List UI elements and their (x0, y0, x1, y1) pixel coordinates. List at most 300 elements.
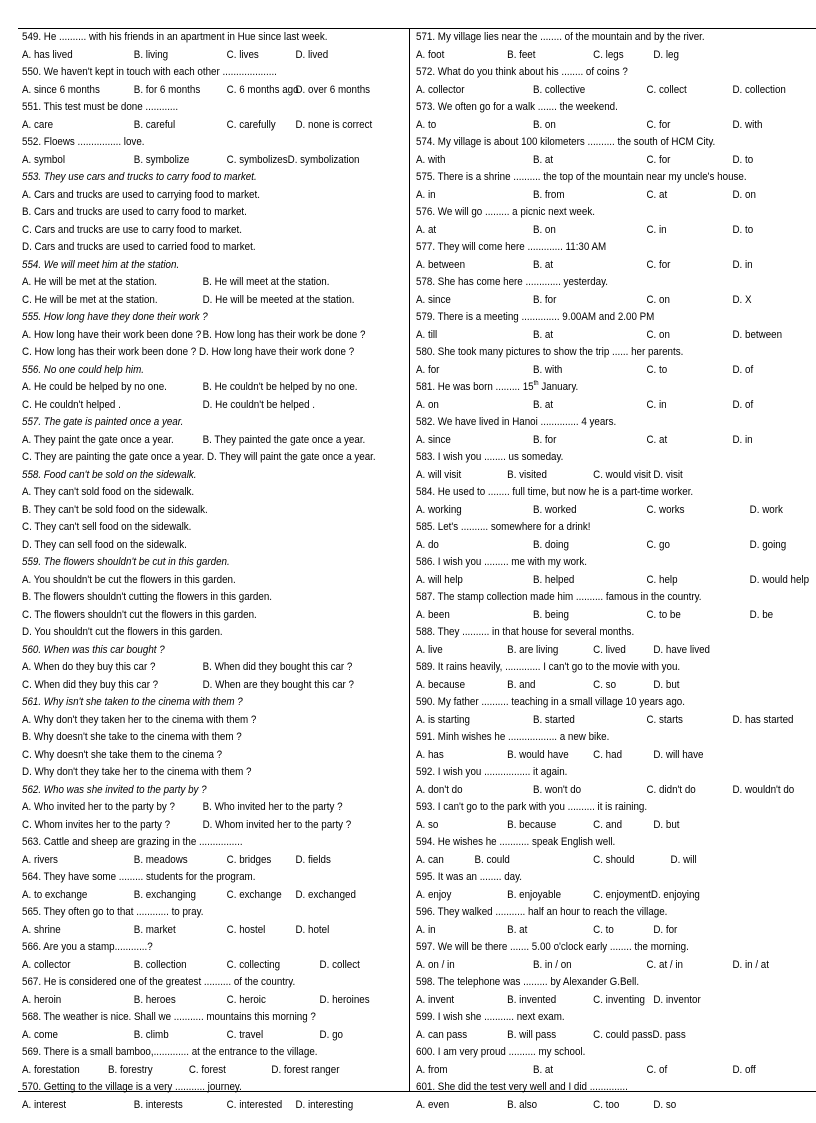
answer-option: C. help (646, 573, 678, 586)
answer-options (416, 1027, 755, 1045)
answer-option: C. forest (188, 1063, 226, 1076)
answer-option: B. interests (133, 1098, 183, 1111)
question-text: 584. He used to ........ full time, but now he is a part-time worker. (416, 486, 694, 498)
question-line (416, 904, 755, 922)
question-text: 569. There is a small bamboo,............. at the entrance to the village. (22, 1046, 318, 1058)
answer-option: A. till (416, 328, 438, 341)
answer-option: D. collection (732, 83, 786, 96)
question-line (416, 554, 755, 572)
question-line (416, 659, 755, 677)
question-line (416, 834, 755, 852)
question-line (22, 169, 354, 187)
question-text: 601. She did the test very well and I did .............. (416, 1081, 628, 1093)
question-text: B. The flowers shouldn't cutting the flowers in this garden. (22, 591, 272, 603)
question-line (22, 642, 354, 660)
answer-option: A. is starting (416, 713, 470, 726)
answer-option: B. started (532, 713, 575, 726)
answer-option: B. He couldn't be helped by no one. (202, 381, 358, 393)
answer-option: B. for 6 months (133, 83, 201, 96)
answer-options (416, 257, 755, 275)
question-line (22, 694, 354, 712)
question-line (22, 467, 354, 485)
answer-options (22, 887, 354, 905)
question-text: C. They are painting the gate once a year. D. They will paint the gate once a year. (22, 451, 376, 463)
answer-option: A. do (416, 538, 439, 551)
answer-option: C. starts (646, 713, 683, 726)
answer-option: A. for (416, 363, 440, 376)
answer-option: A. with (416, 153, 446, 166)
answer-options (416, 327, 783, 345)
answer-option: B. at (532, 258, 554, 271)
question-line (22, 537, 354, 555)
answer-options (416, 607, 774, 625)
answer-options (416, 817, 755, 835)
question-text: 599. I wish she ........... next exam. (416, 1011, 565, 1023)
answer-option: A. working (416, 503, 462, 516)
answer-option: D. visit (653, 468, 683, 481)
answer-option: D. between (732, 328, 783, 341)
question-text: B. They can't be sold food on the sidewalk. (22, 503, 208, 516)
answer-option: A. When do they buy this car ? (22, 661, 156, 673)
question-line (22, 764, 354, 782)
answer-option: D. X (732, 293, 752, 306)
answer-options (416, 712, 794, 730)
answer-options (416, 782, 795, 800)
question-line (22, 414, 354, 432)
question-line (416, 799, 755, 817)
answer-option: A. invent (416, 993, 455, 1006)
answer-option: D. leg (653, 48, 679, 61)
answer-options (416, 852, 755, 870)
answer-option: D. but (653, 818, 680, 831)
answer-option: A. collector (416, 83, 465, 96)
question-line (22, 362, 354, 380)
answer-option: C. legs (593, 48, 624, 61)
answer-options (22, 1097, 354, 1115)
answer-options (22, 799, 354, 817)
question-text: 583. I wish you ........ us someday. (416, 451, 564, 463)
question-line (22, 589, 354, 607)
answer-option: B. When did they bought this car ? (202, 661, 353, 673)
worksheet-page (18, 28, 816, 1111)
answer-option: D. fields (295, 853, 331, 866)
answer-option: A. They paint the gate once a year. (22, 433, 174, 446)
question-text: 587. The stamp collection made him .......... famous in the country. (416, 591, 702, 603)
answer-option: B. Who invited her to the party ? (202, 801, 343, 813)
answer-option: A. in (416, 923, 436, 936)
answer-option: B. symbolize (133, 153, 190, 166)
question-line (22, 239, 354, 257)
answer-option: D. He will be meeted at the station. (202, 293, 355, 306)
answer-option: D. in (732, 433, 753, 446)
question-text: 563. Cattle and sheep are grazing in the ................ (22, 836, 243, 848)
question-text: 594. He wishes he ........... speak English well. (416, 836, 616, 848)
question-text: 558. Food can't be sold on the sidewalk. (22, 468, 197, 481)
question-text: C. They can't sell food on the sidewalk. (22, 521, 192, 533)
answer-option: A. between (416, 258, 466, 271)
answer-option: A. has lived (22, 48, 73, 61)
answer-option: B. would have (507, 748, 569, 761)
answer-options (416, 467, 755, 485)
question-line (22, 834, 354, 852)
answer-option: B. meadows (133, 853, 188, 866)
answer-option: B. helped (532, 573, 575, 586)
answer-option: D. with (732, 118, 763, 131)
answer-option: A. to (416, 118, 437, 131)
answer-option: B. at (507, 923, 528, 936)
question-line (416, 939, 755, 957)
question-line (22, 624, 354, 642)
answer-options (22, 82, 371, 100)
answer-option: C. lives (226, 48, 259, 61)
answer-options (22, 852, 354, 870)
answer-option: D. will have (653, 748, 704, 761)
answer-option: C. for (646, 153, 671, 166)
question-text: 556. No one could help him. (22, 363, 144, 376)
question-line (22, 974, 354, 992)
answer-option: A. foot (416, 48, 445, 61)
question-text: 574. My village is about 100 kilometers .......... the south of HCM City. (416, 136, 716, 148)
answer-option: A. since (416, 293, 451, 306)
answer-option: D. heroines (319, 993, 370, 1006)
question-line (416, 449, 755, 467)
question-line (416, 869, 755, 887)
question-text: 582. We have lived in Hanoi .............. 4 years. (416, 416, 617, 428)
question-text: 552. Floews ................ love. (22, 136, 145, 148)
answer-option: A. since 6 months (22, 83, 100, 96)
answer-option: C. bridges (226, 853, 272, 866)
question-text: C. Cars and trucks are use to carry food to market. (22, 223, 242, 236)
answer-option: A. in (416, 188, 436, 201)
answer-option: B. won't do (532, 783, 582, 796)
answer-option: B. living (133, 48, 169, 61)
answer-option: A. so (416, 818, 439, 831)
question-text: 586. I wish you ......... me with my work. (416, 556, 587, 568)
question-text: 597. We will be there ....... 5.00 o'clock early ........ the morning. (416, 941, 689, 953)
answer-option: A. because (416, 678, 466, 691)
answer-options (416, 747, 755, 765)
answer-option: A. to exchange (22, 888, 88, 901)
question-line (416, 64, 755, 82)
answer-option: B. He will meet at the station. (202, 276, 330, 288)
question-line (416, 344, 755, 362)
question-line (22, 484, 354, 502)
answer-option: D. have lived (653, 643, 710, 656)
question-text: 562. Who was she invited to the party by ? (22, 783, 207, 796)
answer-option: B. will pass (507, 1028, 557, 1041)
answer-option: B. worked (532, 503, 577, 516)
question-line (416, 379, 755, 397)
question-text: 566. Are you a stamp............? (22, 941, 153, 953)
question-line (416, 484, 755, 502)
question-text: 591. Minh wishes he .................. a new bike. (416, 731, 610, 743)
question-text: A. You shouldn't be cut the flowers in this garden. (22, 573, 236, 586)
answer-option: A. collector (22, 958, 71, 971)
answer-option: D. but (653, 678, 680, 691)
question-text: 570. Getting to the village is a very ........... journey. (22, 1081, 242, 1093)
answer-options (22, 817, 354, 835)
answer-options (416, 187, 755, 205)
answer-option: C. had (593, 748, 623, 761)
answer-options (22, 922, 354, 940)
question-text: 600. I am very proud .......... my school. (416, 1046, 586, 1058)
question-line (22, 502, 354, 520)
answer-option: A. Who invited her to the party by ? (22, 801, 176, 813)
question-text: 559. The flowers shouldn't be cut in this garden. (22, 556, 230, 568)
question-text: 579. There is a meeting .............. 9.00AM and 2.00 PM (416, 311, 655, 323)
answer-option: B. from (532, 188, 565, 201)
answer-option: C. enjoymentD. enjoying (593, 888, 700, 901)
answer-option: A. can pass (416, 1028, 468, 1041)
answer-options (22, 47, 354, 65)
answer-option: D. interesting (295, 1098, 354, 1111)
question-text: 557. The gate is painted once a year. (22, 416, 184, 428)
question-line (22, 64, 354, 82)
answer-option: D. be (749, 608, 774, 621)
question-line (416, 694, 755, 712)
answer-option: D. in (732, 258, 753, 271)
question-text: C. Why doesn't she take them to the cinema ? (22, 748, 223, 761)
question-line (22, 729, 354, 747)
question-text: D. Why don't they take her to the cinema with them ? (22, 766, 252, 778)
question-text: D. You shouldn't cut the flowers in this garden. (22, 626, 223, 638)
answer-options (22, 1062, 354, 1080)
answer-option: C. in (646, 398, 667, 411)
answer-option: D. He couldn't be helped . (202, 398, 316, 411)
answer-options (416, 502, 783, 520)
answer-option: B. collection (133, 958, 187, 971)
answer-option: A. don't do (416, 783, 463, 796)
question-text: 572. What do you think about his ........ of coins ? (416, 66, 628, 78)
question-line (416, 239, 755, 257)
answer-option: C. collect (646, 83, 687, 96)
answer-option: B. heroes (133, 993, 176, 1006)
answer-option: B. at (532, 398, 554, 411)
answer-option: A. can (416, 853, 444, 866)
answer-option: C. inventing (593, 993, 645, 1006)
answer-option: D. forest ranger (271, 1063, 340, 1076)
answer-option: C. exchange (226, 888, 282, 901)
question-text: C. How long has their work been done ? D. How long have their work done ? (22, 346, 355, 358)
answer-option: A. enjoy (416, 888, 452, 901)
answer-option: D. in / at (732, 958, 769, 971)
answer-option: A. from (416, 1063, 448, 1076)
question-text: 592. I wish you ................. it again. (416, 766, 568, 778)
answer-option: C. at (646, 433, 668, 446)
answer-option: C. of (646, 1063, 668, 1076)
answer-options (416, 222, 755, 240)
answer-options (22, 677, 354, 695)
question-line (22, 134, 354, 152)
answer-option: A. interest (22, 1098, 67, 1111)
answer-option: B. also (507, 1098, 538, 1111)
answer-option: A. since (416, 433, 451, 446)
question-line (22, 747, 354, 765)
answer-option: D. inventor (653, 993, 701, 1006)
answer-option: D. hotel (295, 923, 330, 936)
answer-option: B. invented (507, 993, 557, 1006)
answer-option: A. been (416, 608, 450, 621)
answer-option: D. exchanged (295, 888, 356, 901)
answer-option: C. so (593, 678, 617, 691)
answer-option: C. 6 months ago (226, 83, 299, 96)
question-line (22, 257, 354, 275)
answer-option: C. lived (593, 643, 626, 656)
answer-option: C. at (646, 188, 668, 201)
answer-option: D. will (670, 853, 697, 866)
question-text: 565. They often go to that ............ to pray. (22, 906, 204, 918)
answer-options (416, 922, 755, 940)
question-text: 560. When was this car bought ? (22, 643, 165, 656)
answer-option: C. at / in (646, 958, 683, 971)
question-text: 561. Why isn't she taken to the cinema with them ? (22, 696, 243, 708)
question-line (416, 1044, 755, 1062)
question-line (416, 99, 755, 117)
answer-options (416, 887, 755, 905)
answer-option: D. to (732, 153, 754, 166)
question-line (22, 904, 354, 922)
question-text: 588. They .......... in that house for several months. (416, 626, 635, 638)
answer-option: D. collect (319, 958, 360, 971)
answer-options (22, 397, 354, 415)
question-line (416, 134, 755, 152)
question-text: 590. My father .......... teaching in a small village 10 years ago. (416, 696, 685, 708)
answer-option: B. because (507, 818, 557, 831)
answer-option: B. could (474, 853, 510, 866)
answer-options (22, 327, 366, 345)
answer-option: C. and (593, 818, 623, 831)
question-line (416, 169, 755, 187)
answer-option: A. even (416, 1098, 450, 1111)
answer-option: D. When are they bought this car ? (202, 678, 354, 691)
question-text: D. Cars and trucks are used to carried food to market. (22, 241, 256, 253)
answer-options (416, 362, 755, 380)
answer-options (22, 659, 354, 677)
question-line (22, 782, 354, 800)
answer-option: B. for (532, 293, 557, 306)
answer-option: C. Whom invites her to the party ? (22, 818, 171, 831)
question-text: 595. It was an ........ day. (416, 871, 522, 883)
answer-option: C. When did they buy this car ? (22, 678, 159, 691)
question-text: D. They can sell food on the sidewalk. (22, 538, 187, 551)
answer-option: D. so (653, 1098, 677, 1111)
answer-option: D. of (732, 398, 754, 411)
question-text: A. They can't sold food on the sidewalk. (22, 486, 195, 498)
answer-option: C. heroic (226, 993, 266, 1006)
question-text: B. Why doesn't she take to the cinema with them ? (22, 731, 242, 743)
question-line (22, 309, 354, 327)
question-line (22, 204, 354, 222)
answer-option: C. to be (646, 608, 681, 621)
question-line (416, 974, 755, 992)
question-text-tail: January. (538, 381, 579, 393)
question-line (22, 222, 354, 240)
answer-options (22, 292, 354, 310)
question-text: 598. The telephone was ......... by Alexander G.Bell. (416, 976, 640, 988)
answer-option: A. will help (416, 573, 463, 586)
answer-option: C. too (593, 1098, 620, 1111)
question-line (22, 554, 354, 572)
answer-option: D. off (732, 1063, 756, 1076)
answer-options (416, 397, 755, 415)
question-line (22, 572, 354, 590)
answer-option: B. and (507, 678, 536, 691)
answer-option: D. on (732, 188, 756, 201)
answer-option: C. carefully (226, 118, 276, 131)
answer-option: D. wouldn't do (732, 783, 795, 796)
answer-option: C. interested (226, 1098, 283, 1111)
question-line (22, 187, 354, 205)
answer-option: D. go (319, 1028, 343, 1041)
answer-options (416, 642, 755, 660)
answer-option: A. He will be met at the station. (22, 276, 158, 288)
question-text: 553. They use cars and trucks to carry food to market. (22, 171, 257, 183)
answer-option: B. in / on (532, 958, 572, 971)
answer-option: A. He could be helped by no one. (22, 381, 167, 393)
answer-options (416, 992, 755, 1010)
answer-option: B. How long has their work be done ? (202, 328, 366, 341)
answer-options (416, 152, 755, 170)
answer-option: A. has (416, 748, 444, 761)
question-text: 585. Let's .......... somewhere for a drink! (416, 521, 591, 533)
answer-option: A. care (22, 118, 54, 131)
question-line (22, 449, 376, 467)
question-text: 551. This test must be done ............ (22, 101, 179, 113)
question-text: 554. We will meet him at the station. (22, 258, 180, 271)
answer-option: D. going (749, 538, 787, 551)
answer-option: C. to (646, 363, 668, 376)
answer-option: C. in (646, 223, 667, 236)
question-line (416, 1079, 755, 1097)
question-text: 577. They will come here ............. 11:30 AM (416, 241, 607, 253)
answer-option: B. They painted the gate once a year. (202, 433, 366, 446)
answer-options (22, 152, 360, 170)
answer-option: C. didn't do (646, 783, 696, 796)
answer-option: C. go (646, 538, 670, 551)
answer-option: A. on (416, 398, 439, 411)
answer-option: C. would visit (593, 468, 651, 481)
question-text: B. Cars and trucks are used to carry food to market. (22, 206, 247, 218)
answer-option: D. of (732, 363, 754, 376)
answer-option: A. on / in (416, 958, 455, 971)
left-column (22, 29, 408, 1111)
answer-option: C. symbolizesD. symbolization (226, 153, 360, 166)
answer-options (416, 537, 787, 555)
question-line (416, 589, 755, 607)
answer-options (416, 82, 786, 100)
question-line (22, 29, 354, 47)
answer-option: C. could passD. pass (593, 1028, 686, 1041)
answer-option: D. for (653, 923, 678, 936)
answer-options (416, 1097, 755, 1115)
answer-option: A. heroin (22, 993, 62, 1006)
answer-option: C. works (646, 503, 685, 516)
answer-option: B. forestry (108, 1063, 153, 1076)
question-line (416, 1009, 755, 1027)
question-line (22, 939, 354, 957)
answer-options (416, 117, 763, 135)
answer-option: B. climb (133, 1028, 169, 1041)
answer-option: A. live (416, 643, 443, 656)
answer-option: A. will visit (416, 468, 462, 481)
answer-option: C. for (646, 118, 671, 131)
question-text: 564. They have some ......... students for the program. (22, 871, 256, 883)
question-line (22, 1079, 354, 1097)
question-line (22, 607, 354, 625)
question-text: 568. The weather is nice. Shall we ........... mountains this morning ? (22, 1011, 316, 1023)
question-text: 581. He was born ......... 15 (416, 381, 534, 393)
question-line (416, 29, 755, 47)
